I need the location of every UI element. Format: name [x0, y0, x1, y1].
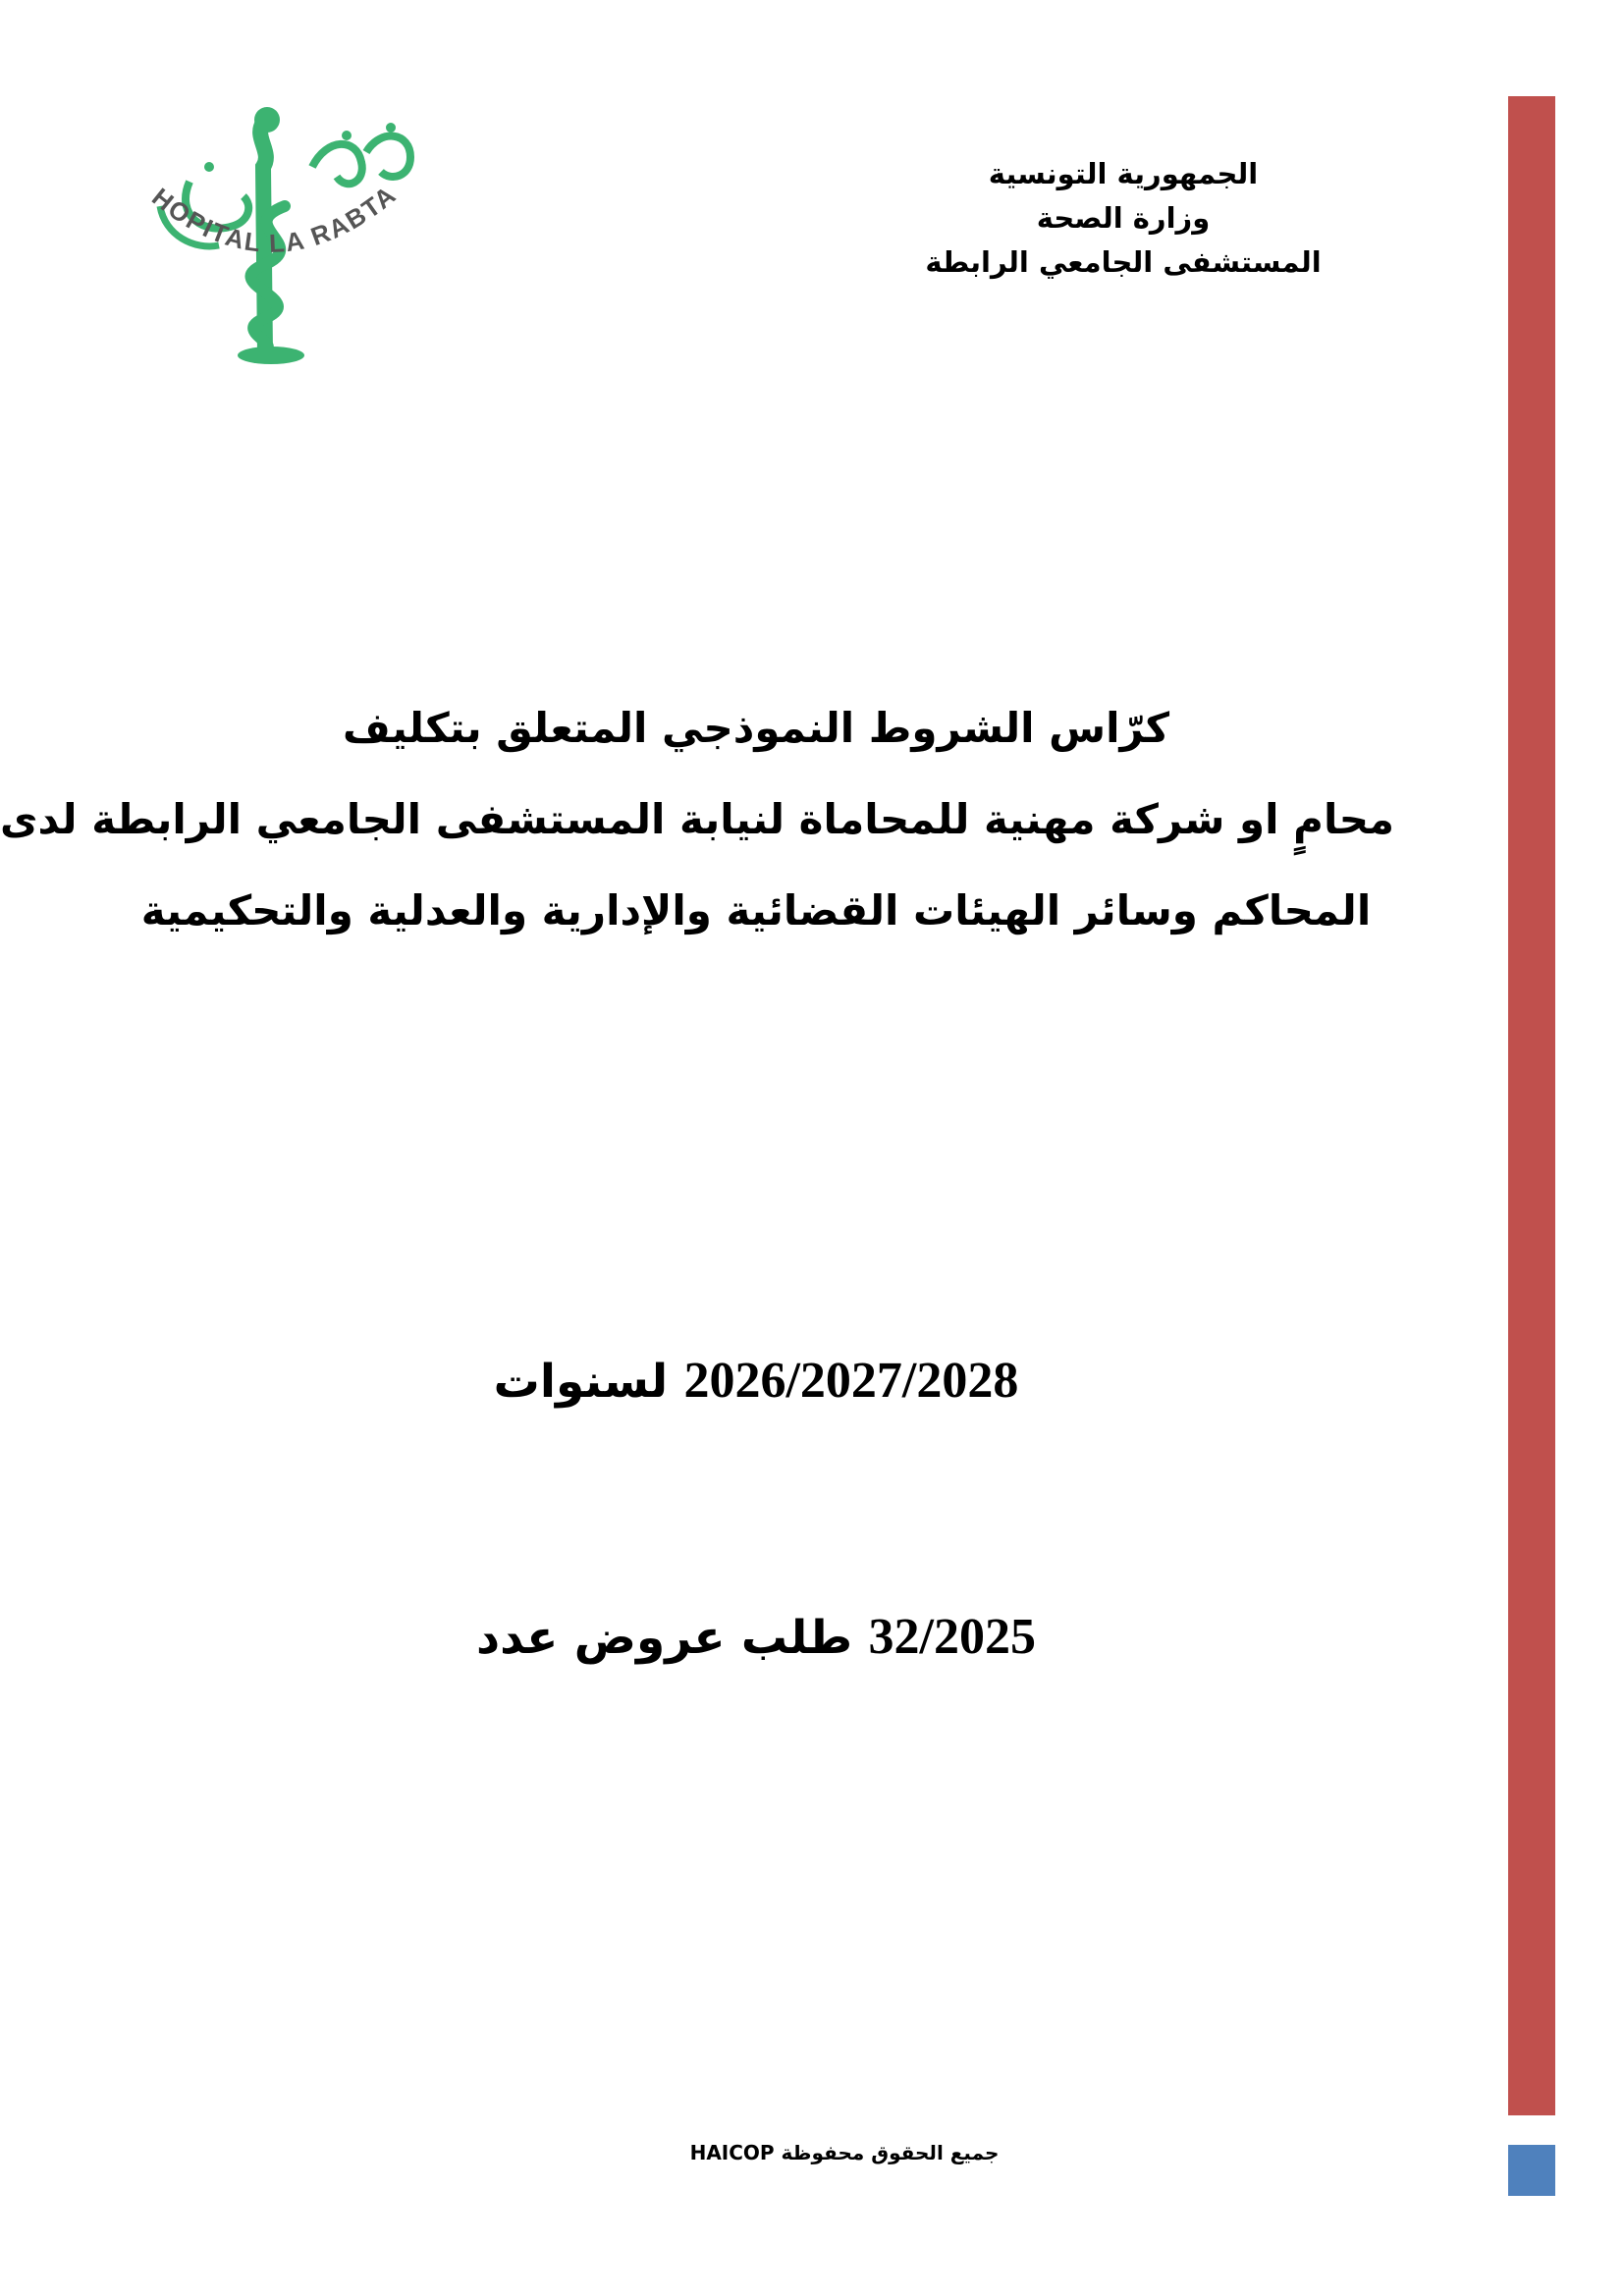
header-country: الجمهورية التونسية — [988, 157, 1259, 190]
years-label: لسنوات — [493, 1355, 669, 1409]
logo-text: HOPITAL LA RABTA — [146, 179, 403, 259]
institution-header — [868, 152, 1379, 285]
title-line-3: المحاكم وسائر الهيئات القضائية والإدارية والعدلية والتحكيمية — [140, 886, 1372, 934]
side-decoration-square — [1508, 2145, 1555, 2196]
years-value: 2026/2027/2028 — [683, 1353, 1019, 1409]
copyright-footer — [491, 2138, 1198, 2167]
footer-brand: HAICOP — [689, 2141, 775, 2164]
footer-text: جميع الحقوق محفوظة — [781, 2141, 1000, 2164]
side-decoration-bar — [1508, 96, 1555, 2115]
tender-label: طلب عروض عدد — [476, 1611, 853, 1665]
title-line-2: محامٍ او شركة مهنية للمحاماة لنيابة المستشفى الجامعي الرابطة لدى — [0, 795, 1394, 843]
tender-number: 32/2025 — [868, 1609, 1036, 1665]
header-ministry: وزارة الصحة — [1036, 201, 1211, 235]
title-line-1: كرّاس الشروط النموذجي المتعلق بتكليف — [342, 704, 1170, 752]
hospital-logo — [116, 98, 469, 378]
document-title — [0, 682, 1394, 956]
header-hospital: المستشفى الجامعي الرابطة — [925, 245, 1322, 279]
years-line — [118, 1347, 1394, 1416]
tender-line — [118, 1603, 1394, 1673]
